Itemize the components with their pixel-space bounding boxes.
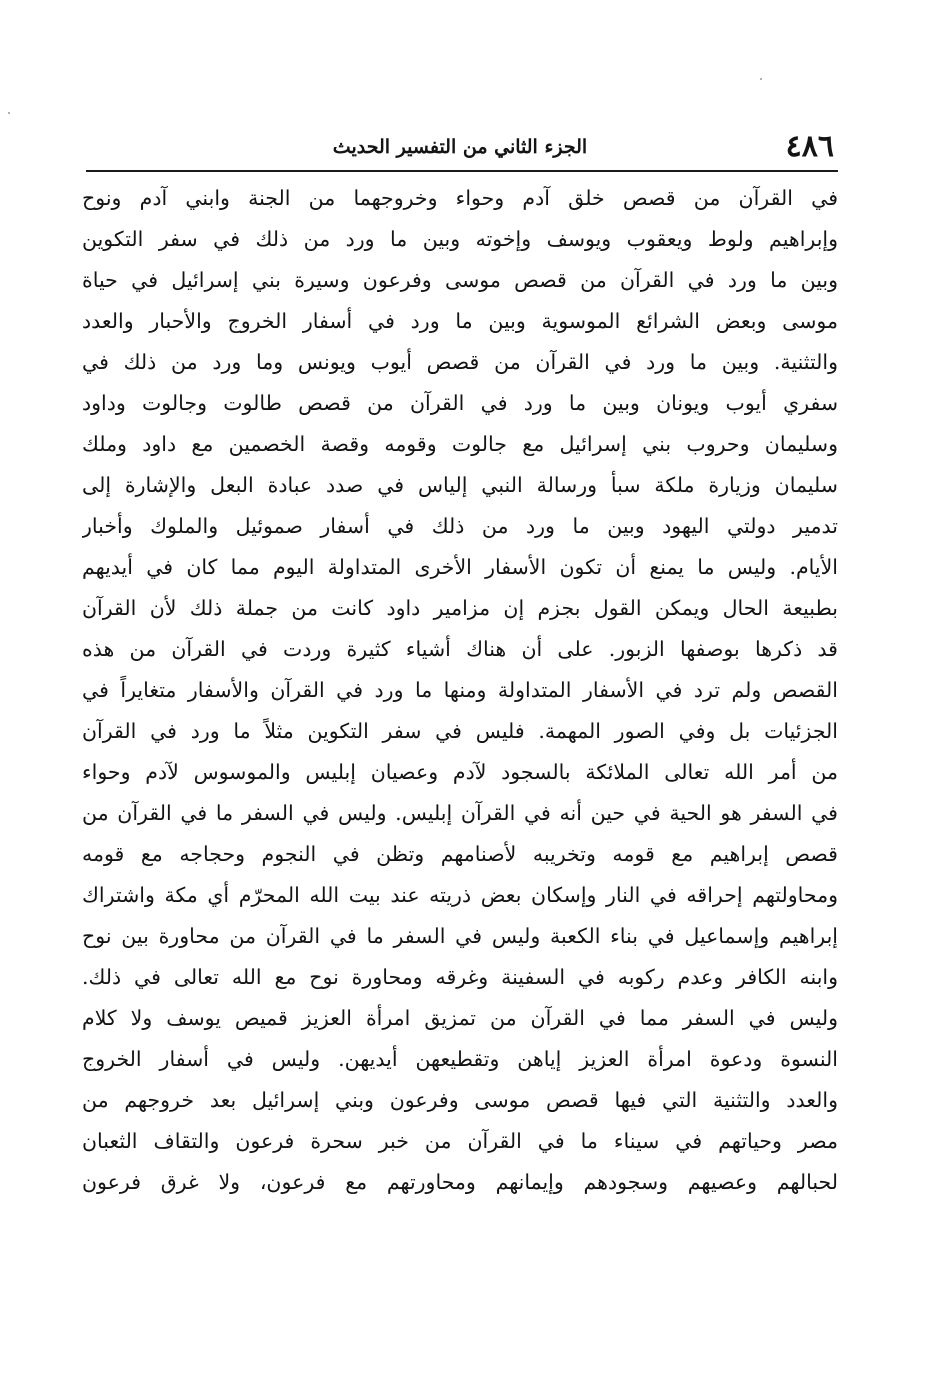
text-line: سفري أيوب ويونان وبين ما ورد في القرآن من قصص طالوت وجالوت وداود [82, 391, 838, 415]
text-line: وليس في السفر مما في القرآن من تمزيق امرأة العزيز قميص يوسف ولا كلام [82, 1006, 838, 1030]
text-line: قد ذكرها بوصفها الزبور. على أن هناك أشياء كثيرة وردت في القرآن من هذه [82, 637, 838, 661]
text-line: في القرآن من قصص خلق آدم وحواء وخروجهما من الجنة وابني آدم ونوح [82, 186, 838, 210]
text-line: ومحاولتهم إحراقه في النار وإسكان بعض ذريته عند بيت الله المحرّم أي مكة واشتراك [82, 883, 838, 907]
text-line: القصص ولم ترد في الأسفار المتداولة ومنها ما ورد في القرآن والأسفار متغايراً في [82, 678, 838, 702]
page-number: ٤٨٦ [785, 129, 834, 164]
page-header [86, 128, 834, 168]
text-line: الأيام. وليس ما يمنع أن تكون الأسفار الأخرى المتداولة اليوم مما كان في أيديهم [82, 555, 838, 579]
text-line: وسليمان وحروب بني إسرائيل مع جالوت وقومه وقصة الخصمين مع داود وملك [82, 432, 838, 456]
text-line: موسى وبعض الشرائع الموسوية وبين ما ورد في أسفار الخروج والأحبار والعدد [82, 309, 838, 333]
text-line: بطبيعة الحال ويمكن القول بجزم إن مزامير داود كانت من جملة ذلك لأن القرآن [82, 596, 838, 620]
text-line: وإبراهيم ولوط ويعقوب ويوسف وإخوته وبين ما ورد من ذلك في سفر التكوين [82, 227, 838, 251]
text-line: لحبالهم وعصيهم وسجودهم وإيمانهم ومحاورتهم مع فرعون، ولا غرق فرعون [82, 1170, 838, 1194]
text-line: قصص إبراهيم مع قومه وتخريبه لأصنامهم وتظن في النجوم وحجاجه مع قومه [82, 842, 838, 866]
text-line: والعدد والتثنية التي فيها قصص موسى وفرعون وبني إسرائيل بعد خروجهم من [82, 1088, 838, 1112]
text-line: في السفر هو الحية في حين أنه في القرآن إبليس. وليس في السفر ما في القرآن من [82, 801, 838, 825]
text-line: وبين ما ورد في القرآن من قصص موسى وفرعون وسيرة بني إسرائيل في حياة [82, 268, 838, 292]
body-text [82, 178, 838, 1203]
text-line: سليمان وزيارة ملكة سبأ ورسالة النبي إلياس في صدد عبادة البعل والإشارة إلى [82, 473, 838, 497]
text-line: والتثنية. وبين ما ورد في القرآن من قصص أيوب ويونس وما ورد من ذلك في [82, 350, 838, 374]
header-rule [86, 170, 838, 172]
text-line: إبراهيم وإسماعيل في بناء الكعبة وليس في السفر ما في القرآن من محاورة بين نوح [82, 924, 838, 948]
text-line: النسوة ودعوة امرأة العزيز إياهن وتقطيعهن أيديهن. وليس في أسفار الخروج [82, 1047, 838, 1071]
text-line: من أمر الله تعالى الملائكة بالسجود لآدم وعصيان إبليس والموسوس لآدم وحواء [82, 760, 838, 784]
scan-speck [8, 112, 10, 114]
text-line: الجزئيات بل وفي الصور المهمة. فليس في سفر التكوين مثلاً ما ورد في القرآن [82, 719, 838, 743]
text-line: وابنه الكافر وعدم ركوبه في السفينة وغرقه ومحاورة نوح مع الله تعالى في ذلك. [82, 965, 838, 989]
scan-speck [760, 78, 762, 80]
text-line: تدمير دولتي اليهود وبين ما ورد من ذلك في أسفار صموئيل والملوك وأخبار [82, 514, 838, 538]
running-title: الجزء الثاني من التفسير الحديث [332, 136, 588, 158]
text-line: مصر وحياتهم في سيناء ما في القرآن من خبر سحرة فرعون والتقاف الثعبان [82, 1129, 838, 1153]
